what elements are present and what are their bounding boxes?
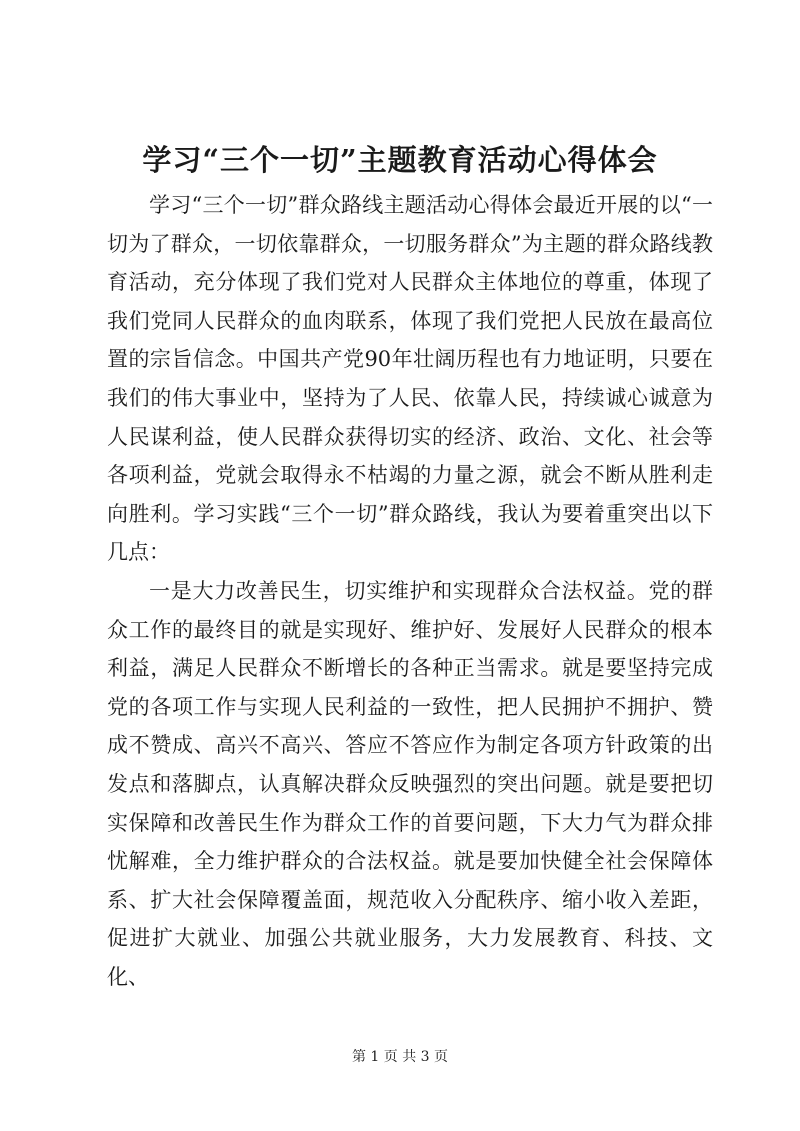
page-footer: 第 1 页 共 3 页	[351, 1049, 449, 1065]
document-title: 学习“三个一切”主题教育活动心得体会	[142, 143, 658, 177]
paragraph-intro: 学习“三个一切”群众路线主题活动心得体会最近开展的以“一切为了群众，一切依靠群众，一切服务群众”为主题的群众路线教育活动，充分体现了我们党对人民群众主体地位的尊重，体现了我们党同人民群众的血肉联系，体现了我们党把人民放在最高位置的宗旨信念。中国共产党90年壮阔历程也有力地证明，只要在我们的伟大事业中，坚持为了人民、依靠人民，持续诚心诚意为人民谋利益，使人民群众获得切实的经济、政治、文化、社会等各项利益，党就会取得永不枯竭的力量之源，就会不断从胜利走向胜利。学习实践“三个一切”群众路线，我认为要着重突出以下几点：	[107, 193, 713, 565]
document-body	[107, 186, 713, 996]
paragraph-point-one: 一是大力改善民生，切实维护和实现群众合法权益。党的群众工作的最终目的就是实现好、维护好、发展好人民群众的根本利益，满足人民群众不断增长的各种正当需求。就是要坚持完成党的各项工作与实现人民利益的一致性，把人民拥护不拥护、赞成不赞成、高兴不高兴、答应不答应作为制定各项方针政策的出发点和落脚点，认真解决群众反映强烈的突出问题。就是要把切实保障和改善民生作为群众工作的首要问题，下大力气为群众排忧解难，全力维护群众的合法权益。就是要加快健全社会保障体系、扩大社会保障覆盖面，规范收入分配秩序、缩小收入差距，促进扩大就业、加强公共就业服务，大力发展教育、科技、文化、	[107, 578, 713, 989]
